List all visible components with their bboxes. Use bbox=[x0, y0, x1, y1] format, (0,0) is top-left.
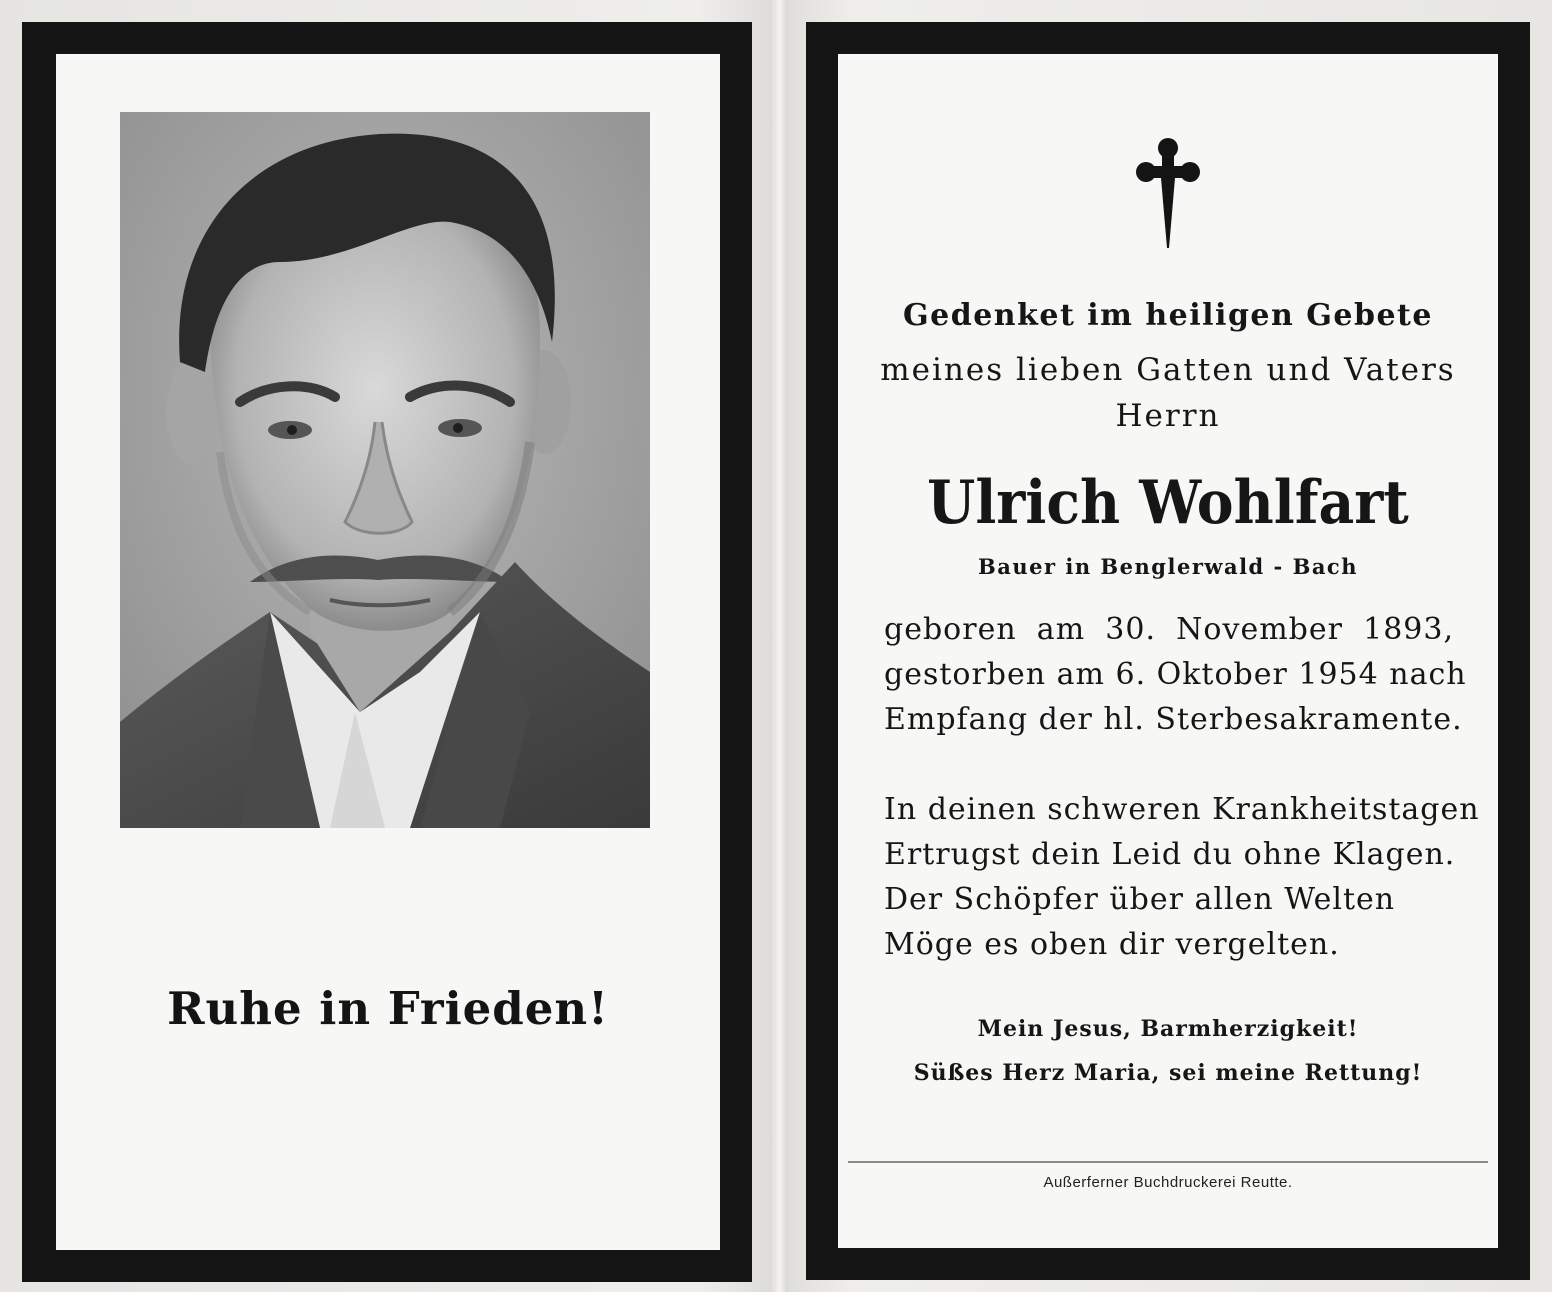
birth-line: geboren am 30. November 1893, bbox=[884, 612, 1454, 647]
poem-line: Ertrugst dein Leid du ohne Klagen. bbox=[884, 837, 1456, 872]
poem-line: Der Schöpfer über allen Welten bbox=[884, 882, 1396, 917]
memorial-intro: Gedenket im heiligen Gebete bbox=[903, 298, 1433, 333]
deceased-name: Ulrich Wohlfart bbox=[927, 468, 1409, 538]
prayer-line-jesus: Mein Jesus, Barmherzigkeit! bbox=[977, 1016, 1359, 1042]
right-card-panel bbox=[838, 54, 1498, 1248]
memorial-subtitle: meines lieben Gatten und Vaters bbox=[880, 352, 1456, 388]
prayer-line-maria: Süßes Herz Maria, sei meine Rettung! bbox=[913, 1060, 1423, 1086]
life-dates bbox=[884, 612, 1467, 747]
center-fold bbox=[772, 0, 788, 1292]
deceased-occupation: Bauer in Benglerwald - Bach bbox=[978, 554, 1358, 579]
left-card-panel bbox=[56, 54, 720, 1250]
poem-line: In deinen schweren Krankheitstagen bbox=[884, 792, 1480, 827]
sacrament-line: Empfang der hl. Sterbesakramente. bbox=[884, 702, 1463, 737]
memorial-honorific: Herrn bbox=[1115, 398, 1221, 434]
trefoil-cross-icon bbox=[1136, 138, 1200, 248]
death-line: gestorben am 6. Oktober 1954 nach bbox=[884, 657, 1467, 692]
poem-line: Möge es oben dir vergelten. bbox=[884, 927, 1340, 962]
portrait-photo bbox=[120, 112, 650, 828]
portrait-illustration bbox=[120, 112, 650, 828]
right-card-border bbox=[806, 22, 1530, 1280]
memorial-poem bbox=[884, 792, 1480, 972]
printer-credit: Außerferner Buchdruckerei Reutte. bbox=[1043, 1174, 1293, 1191]
rest-in-peace-motto: Ruhe in Frieden! bbox=[167, 982, 609, 1035]
left-card-border bbox=[22, 22, 752, 1282]
footer-divider bbox=[848, 1161, 1488, 1163]
